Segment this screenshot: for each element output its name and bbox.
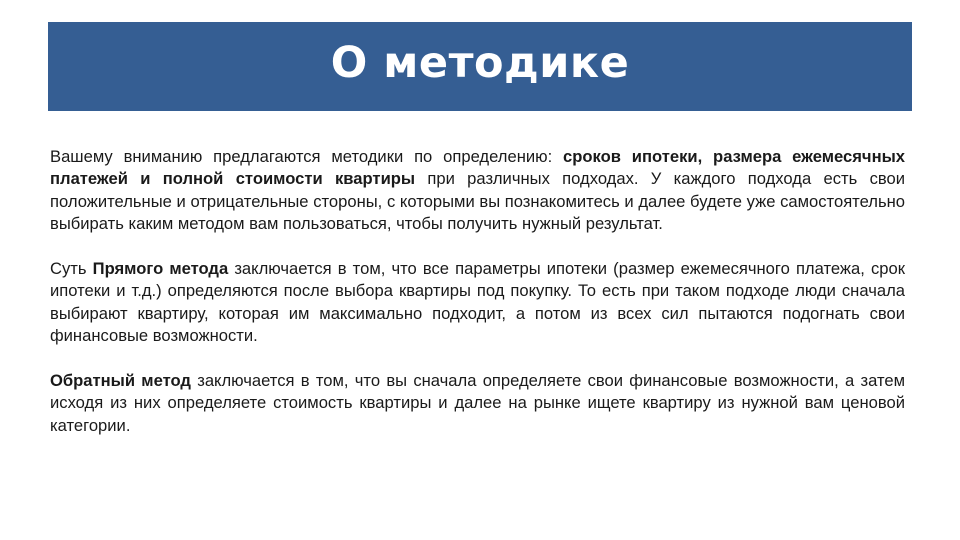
direct-method-text-start: Суть [50,259,93,279]
reverse-method-term: Обратный метод [50,371,191,391]
intro-paragraph [50,146,905,236]
direct-method-paragraph [50,258,905,348]
slide-title: О методике [330,38,630,88]
intro-bold-topics: сроков ипотеки, размера ежемесячных платежей и полной стоимости квартиры [50,147,905,189]
reverse-method-text: заключается в том, что вы сначала определяете свои финансовые возможности, а затем исходя из них определяете стоимость квартиры и далее на рынке ищете квартиру из нужной вам ценовой категории. [50,371,905,435]
title-banner [48,22,912,111]
direct-method-term: Прямого метода [92,259,229,279]
intro-text-end: при различных подходах. У каждого подхода есть свои положительные и отрицательные стороны, с которыми вы познакомитесь и далее будете уже самостоятельно выбирать каким методом вам пользоваться, чтобы получить нужный результат. [50,169,905,234]
reverse-method-paragraph [50,370,905,437]
intro-text-start: Вашему вниманию предлагаются методики по определению: [50,147,564,166]
direct-method-text-end: заключается в том, что все параметры ипотеки (размер ежемесячного платежа, срок ипотеки и т.д.) определяются после выбора квартиры под покупку. То есть при таком подходе люди сначала выбирают квартиру, которая им максимально подходит, а потом из всех сил пытаются подогнать свои финансовые возможности. [50,259,906,346]
slide-body [50,146,905,460]
